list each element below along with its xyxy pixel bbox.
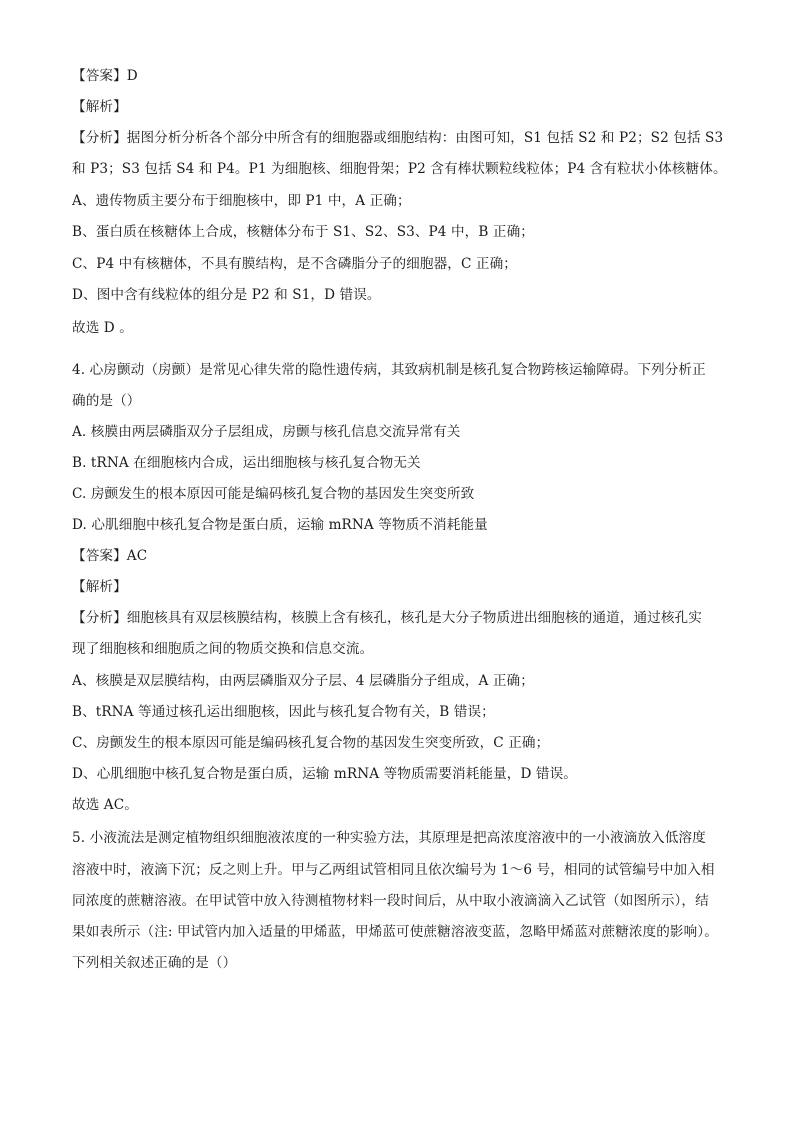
analysis-line: C、P4 中有核糖体，不具有膜结构，是不含磷脂分子的细胞器，C 正确；	[72, 256, 517, 272]
analysis-line: C、房颤发生的根本原因可能是编码核孔复合物的基因发生突变所致，C 正确；	[72, 735, 550, 751]
question-stem: 4. 心房颤动（房颤）是常见心律失常的隐性遗传病，其致病机制是核孔复合物跨核运输障碍。下列分析正	[72, 362, 706, 378]
analysis-line: 【分析】据图分析分析各个部分中所含有的细胞器或细胞结构：由图可知，S1 包括 S2 和 P2；S2 包括 S3	[72, 130, 724, 146]
analysis-line: D、图中含有线粒体的组分是 P2 和 S1，D 错误。	[72, 287, 381, 303]
option-b: B. tRNA 在细胞核内合成，运出细胞核与核孔复合物无关	[72, 455, 421, 471]
analysis-line: A、遗传物质主要分布于细胞核中，即 P1 中，A 正确；	[72, 193, 411, 209]
analysis-line: B、蛋白质在核糖体上合成，核糖体分布于 S1、S2、S3、P4 中，B 正确；	[72, 224, 534, 240]
question-stem: 果如表所示（注: 甲试管内加入适量的甲烯蓝，甲烯蓝可使蔗糖溶液变蓝，忽略甲烯蓝对蔗糖浓度的影响）。	[72, 924, 718, 940]
analysis-line: 【分析】细胞核具有双层核膜结构，核膜上含有核孔，核孔是大分子物质进出细胞核的通道，通过核孔实	[72, 610, 702, 626]
option-d: D. 心肌细胞中核孔复合物是蛋白质，运输 mRNA 等物质不消耗能量	[72, 517, 488, 533]
option-a: A. 核膜由两层磷脂双分子层组成，房颤与核孔信息交流异常有关	[72, 424, 461, 440]
answer-label-q4: 【答案】AC	[72, 548, 148, 564]
analysis-title-q4: 【解析】	[72, 579, 127, 595]
conclusion-line: 故选 D 。	[72, 320, 133, 336]
analysis-line: 和 P3；S3 包括 S4 和 P4。P1 为细胞核、细胞骨架；P2 含有棒状颗粒线粒体；P4 含有粒状小体核糖体。	[72, 161, 727, 177]
question-stem: 下列相关叙述正确的是（）	[72, 955, 237, 971]
question-stem: 5. 小液流法是测定植物组织细胞液浓度的一种实验方法，其原理是把高浓度溶液中的一小液滴放入低溶度	[72, 830, 706, 846]
analysis-line: D、心肌细胞中核孔复合物是蛋白质，运输 mRNA 等物质需要消耗能量，D 错误。	[72, 766, 578, 782]
analysis-title-q3: 【解析】	[72, 99, 127, 115]
answer-label-q3: 【答案】D	[72, 68, 138, 84]
analysis-line: B、tRNA 等通过核孔运出细胞核，因此与核孔复合物有关，B 错误；	[72, 704, 495, 720]
conclusion-line: 故选 AC。	[72, 797, 138, 813]
question-stem: 确的是（）	[72, 393, 141, 409]
analysis-line: 现了细胞核和细胞质之间的物质交换和信息交流。	[72, 641, 374, 657]
analysis-line: A、核膜是双层膜结构，由两层磷脂双分子层、4 层磷脂分子组成，A 正确；	[72, 673, 534, 689]
option-c: C. 房颤发生的根本原因可能是编码核孔复合物的基因发生突变所致	[72, 486, 475, 502]
question-stem: 溶液中时，液滴下沉；反之则上升。甲与乙两组试管相同且依次编号为 1～6 号，相同的试管编号中加入相	[72, 862, 715, 878]
question-stem: 同浓度的蔗糖溶液。在甲试管中放入待测植物材料一段时间后，从中取小液滴滴入乙试管（如图所示），结	[72, 893, 709, 909]
